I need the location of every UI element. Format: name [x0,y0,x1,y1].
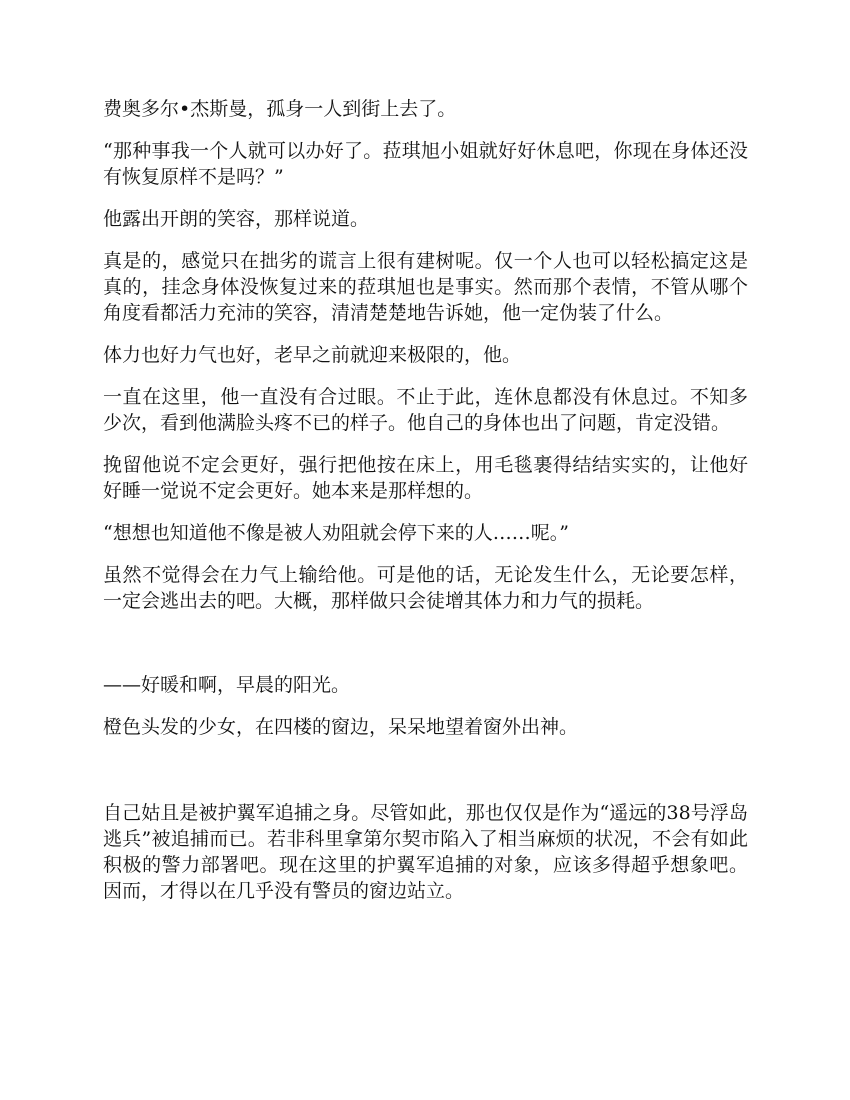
blank-line-spacer [103,756,748,800]
document-body [103,96,748,920]
paragraph: 体力也好力气也好，老早之前就迎来极限的，他。 [103,344,522,366]
paragraph: “那种事我一个人就可以办好了。菈琪旭小姐就好好休息吧，你现在身体还没有恢复原样不是吗？” [103,140,748,188]
paragraph: 一直在这里，他一直没有合过眼。不止于此，连休息都没有休息过。不知多少次，看到他满脸头疼不已的样子。他自己的身体也出了问题，肯定没错。 [103,386,748,434]
paragraph: 真是的，感觉只在拙劣的谎言上很有建树呢。仅一个人也可以轻松搞定这是真的，挂念身体没恢复过来的菈琪旭也是事实。然而那个表情，不管从哪个角度看都活力充沛的笑容，清清楚楚地告诉她，他一定伪装了什么。 [103,250,748,324]
paragraph: 虽然不觉得会在力气上输给他。可是他的话，无论发生什么，无论要怎样，一定会逃出去的吧。大概，那样做只会徒增其体力和力气的损耗。 [103,564,748,612]
paragraph: 挽留他说不定会更好，强行把他按在床上，用毛毯裹得结结实实的，让他好好睡一觉说不定会更好。她本来是那样想的。 [103,454,748,502]
paragraph: 他露出开朗的笑容，那样说道。 [103,208,370,230]
paragraph: 橙色头发的少女，在四楼的窗边，呆呆地望着窗外出神。 [103,716,579,738]
paragraph: 费奥多尔•杰斯曼，孤身一人到街上去了。 [103,98,457,120]
paragraph: ——好暖和啊，早晨的阳光。 [103,674,351,696]
paragraph: “想想也知道他不像是被人劝阻就会停下来的人……呢。” [103,522,569,544]
paragraph: 自己姑且是被护翼军追捕之身。尽管如此，那也仅仅是作为“遥远的38号浮岛逃兵”被追捕而已。若非科里拿第尔契市陷入了相当麻烦的状况，不会有如此积极的警力部署吧。现在这里的护翼军追捕的对象，应该多得超乎想象吧。因而，才得以在几乎没有警员的窗边站立。 [103,802,748,902]
blank-line-spacer [103,630,748,672]
